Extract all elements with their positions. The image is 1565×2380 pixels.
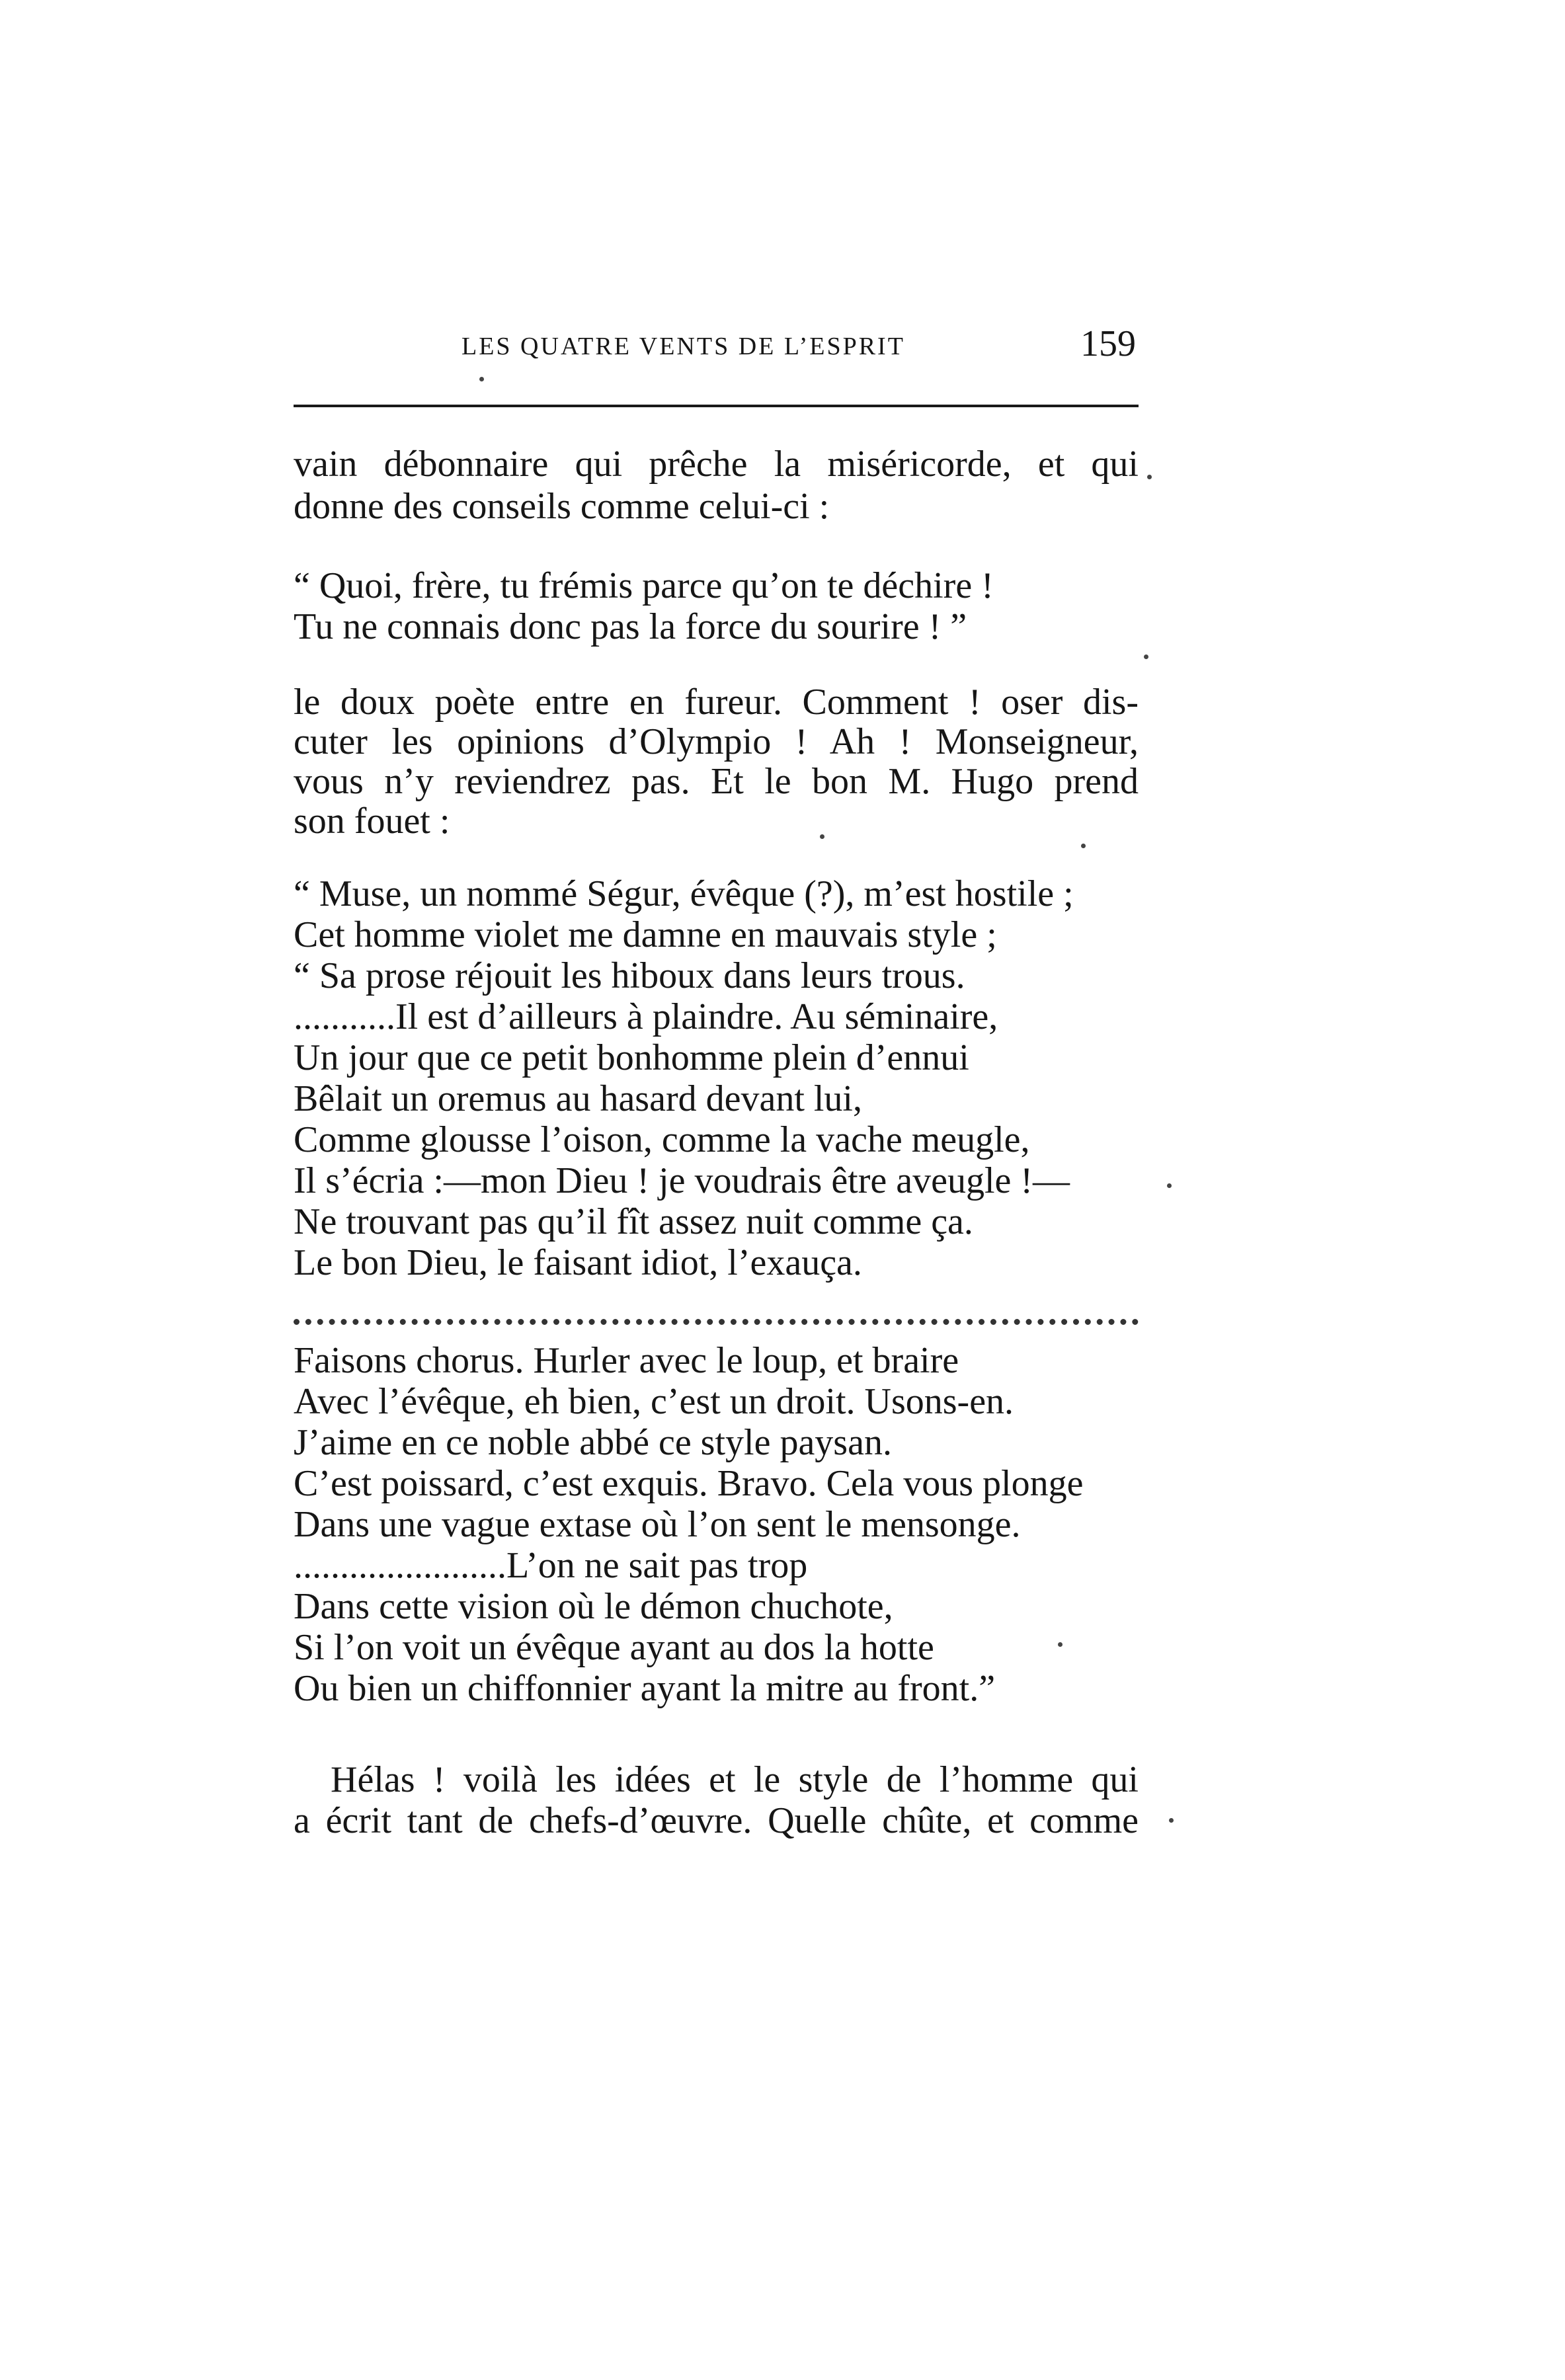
text-line: a écrit tant de chefs-d’œuvre. Quelle chûte, et comme [294, 1800, 1139, 1841]
verse-line: Dans une vague extase où l’on sent le mensonge. [294, 1504, 1021, 1545]
verse-line: ...........Il est d’ailleurs à plaindre. Au séminaire, [294, 996, 998, 1037]
verse-line: .......................L’on ne sait pas trop [294, 1545, 808, 1586]
verse-line: Tu ne connais donc pas la force du sourire ! ” [294, 606, 967, 647]
scan-speck [1169, 1818, 1174, 1823]
header-rule [294, 405, 1139, 407]
verse-line: Dans cette vision où le démon chuchote, [294, 1586, 893, 1627]
verse-line: Un jour que ce petit bonhomme plein d’ennui [294, 1037, 969, 1078]
scan-speck [1081, 844, 1086, 848]
verse-line: “ Quoi, frère, tu frémis parce qu’on te déchire ! [294, 565, 994, 606]
text-line: vain débonnaire qui prêche la miséricorde, et qui [294, 444, 1139, 485]
verse-line: “ Sa prose réjouit les hiboux dans leurs trous. [294, 955, 965, 996]
text-line: vous n’y reviendrez pas. Et le bon M. Hugo prend [294, 761, 1139, 802]
text-line: donne des conseils comme celui-ci : [294, 486, 830, 527]
verse-line: “ Muse, un nommé Ségur, évêque (?), m’est hostile ; [294, 873, 1074, 914]
verse-line: Avec l’évêque, eh bien, c’est un droit. Usons-en. [294, 1381, 1014, 1422]
ellipsis-row [294, 1306, 1139, 1325]
running-title: LES QUATRE VENTS DE L’ESPRIT [461, 333, 905, 360]
verse-line: Il s’écria :—mon Dieu ! je voudrais être aveugle !— [294, 1160, 1070, 1201]
text-line: son fouet : [294, 801, 450, 842]
text-line: Hélas ! voilà les idées et le style de l’homme qui [331, 1759, 1139, 1800]
scan-speck [1144, 654, 1148, 659]
verse-line: Le bon Dieu, le faisant idiot, l’exauça. [294, 1242, 862, 1283]
text-line: le doux poète entre en fureur. Comment ! oser dis- [294, 682, 1139, 723]
verse-line: Ne trouvant pas qu’il fît assez nuit comme ça. [294, 1201, 973, 1242]
verse-line: Comme glousse l’oison, comme la vache meugle, [294, 1119, 1030, 1160]
scan-speck [1147, 475, 1152, 479]
verse-line: Bêlait un oremus au hasard devant lui, [294, 1078, 862, 1119]
verse-line: Si l’on voit un évêque ayant au dos la hotte [294, 1627, 934, 1668]
scan-speck [1167, 1183, 1172, 1188]
scan-speck [820, 834, 824, 839]
verse-line: Cet homme violet me damne en mauvais style ; [294, 914, 997, 955]
verse-line: C’est poissard, c’est exquis. Bravo. Cela vous plonge [294, 1463, 1084, 1504]
verse-line: Faisons chorus. Hurler avec le loup, et braire [294, 1340, 959, 1381]
verse-line: J’aime en ce noble abbé ce style paysan. [294, 1422, 892, 1463]
page-number: 159 [1080, 323, 1136, 364]
verse-line: Ou bien un chiffonnier ayant la mitre au front.” [294, 1668, 996, 1709]
scan-speck [479, 377, 484, 381]
scan-speck [1058, 1642, 1063, 1647]
text-line: cuter les opinions d’Olympio ! Ah ! Monseigneur, [294, 721, 1139, 762]
running-head [291, 323, 1136, 376]
